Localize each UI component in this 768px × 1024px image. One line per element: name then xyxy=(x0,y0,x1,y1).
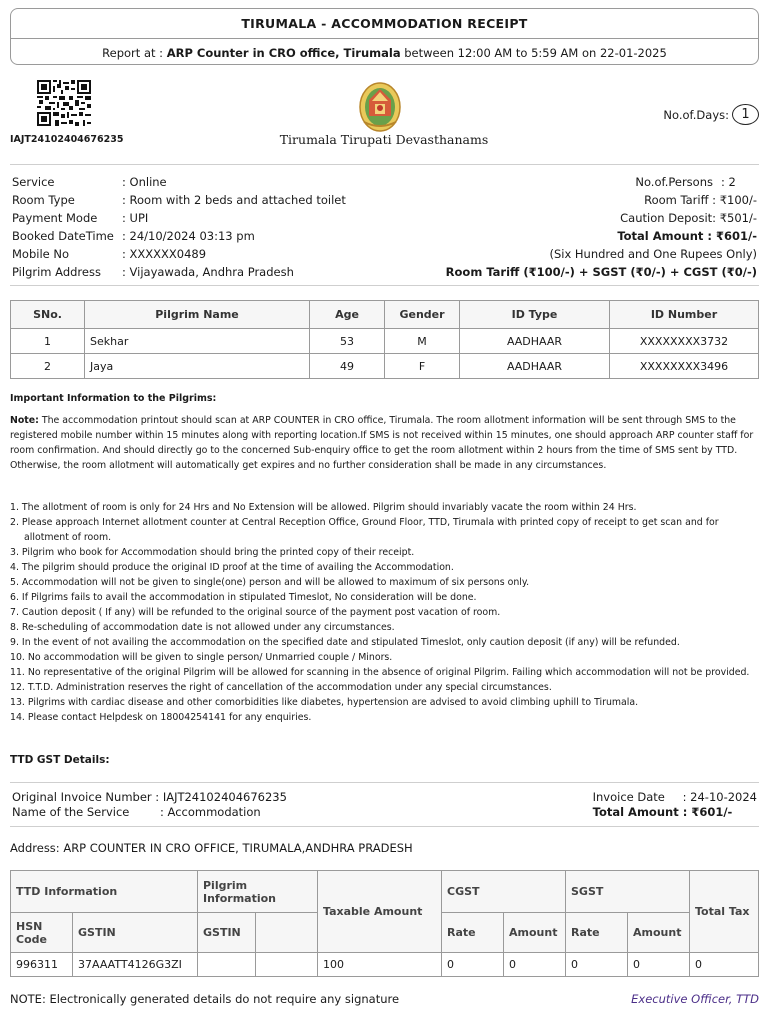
invoice-date-label: Invoice Date xyxy=(592,790,665,804)
column-header: Age xyxy=(310,301,385,329)
table-cell: Jaya xyxy=(85,354,310,379)
list-item: 12. T.T.D. Administration reserves the right of cancellation of the accommodation under any special circumstances. xyxy=(10,682,552,693)
detail-label: Booked DateTime xyxy=(12,229,114,243)
list-item: 8. Re-scheduling of accommodation date is not allowed under any circumstances. xyxy=(10,622,395,633)
days-value: 1 xyxy=(732,104,759,125)
list-item: 10. No accommodation will be given to single person/ Unmarried couple / Minors. xyxy=(10,652,393,663)
divider xyxy=(10,285,759,286)
invoice-total-label: Total Amount xyxy=(592,805,679,819)
invoice-number-row xyxy=(12,790,287,805)
table-cell: 53 xyxy=(310,329,385,354)
divider xyxy=(10,826,759,827)
gst-details-title: TTD GST Details: xyxy=(10,754,110,766)
persons-row xyxy=(446,173,757,191)
gst-address: Address: ARP COUNTER IN CRO OFFICE, TIRUMALA,ANDHRA PRADESH xyxy=(10,841,413,855)
table-row xyxy=(11,354,759,379)
taxable-amount-header: Taxable Amount xyxy=(318,871,442,953)
sgst-rate-header: Rate xyxy=(566,913,628,953)
sgst-header: SGST xyxy=(566,871,690,913)
total-row xyxy=(446,227,757,245)
deposit-label: Caution Deposit xyxy=(620,211,713,225)
detail-value: : Vijayawada, Andhra Pradesh xyxy=(122,265,294,279)
note-label: Note: xyxy=(10,415,39,426)
total-value: : ₹601/- xyxy=(707,229,757,243)
persons-label: No.of.Persons xyxy=(635,175,713,189)
deposit-value: : ₹501/- xyxy=(712,211,757,225)
pilgrim-gstin-header: GSTIN xyxy=(198,913,256,953)
table-row xyxy=(11,953,759,977)
table-cell: M xyxy=(385,329,460,354)
sgst-amount-header: Amount xyxy=(628,913,690,953)
table-cell: 2 xyxy=(11,354,85,379)
detail-row xyxy=(12,263,346,281)
invoice-total-row xyxy=(593,805,757,820)
detail-value: : Room with 2 beds and attached toilet xyxy=(122,193,346,207)
column-header: ID Number xyxy=(610,301,759,329)
pilgrim-extra-header xyxy=(256,913,318,953)
ttd-information-header: TTD Information xyxy=(11,871,198,913)
persons-value: : 2 xyxy=(721,175,736,189)
amount-in-words: (Six Hundred and One Rupees Only) xyxy=(549,247,757,261)
receipt-title: TIRUMALA - ACCOMMODATION RECEIPT xyxy=(241,16,528,31)
table-cell: AADHAAR xyxy=(460,329,610,354)
receipt-header xyxy=(10,8,759,65)
column-header: SNo. xyxy=(11,301,85,329)
report-prefix: Report at : xyxy=(102,46,167,60)
service-name-label: Name of the Service xyxy=(12,805,130,819)
list-item: 4. The pilgrim should produce the original ID proof at the time of availing the Accommodation. xyxy=(10,562,454,573)
taxable-amount-cell: 100 xyxy=(318,953,442,977)
detail-label: Payment Mode xyxy=(12,211,98,225)
days-count xyxy=(663,104,759,125)
tariff-breakdown: Room Tariff (₹100/-) + SGST (₹0/-) + CGST (₹0/-) xyxy=(445,265,757,279)
list-item: 5. Accommodation will not be given to single(one) person and will be allowed to maximum of six persons only. xyxy=(10,577,530,588)
cgst-rate-cell: 0 xyxy=(442,953,504,977)
total-label: Total Amount xyxy=(617,229,704,243)
table-header-row xyxy=(11,301,759,329)
service-name-value: : Accommodation xyxy=(160,805,261,819)
tariff-value: : ₹100/- xyxy=(712,193,757,207)
hsn-code-cell: 996311 xyxy=(11,953,73,977)
divider xyxy=(10,164,759,165)
table-row xyxy=(11,329,759,354)
tariff-row xyxy=(446,191,757,209)
detail-label: Mobile No xyxy=(12,247,70,261)
footer-note: NOTE: Electronically generated details do not require any signature xyxy=(10,992,400,1006)
signature-text: Executive Officer, TTD xyxy=(631,992,759,1006)
hsn-code-header: HSN Code xyxy=(11,913,73,953)
gst-table xyxy=(10,870,759,977)
total-tax-header: Total Tax xyxy=(690,871,759,953)
report-line xyxy=(11,46,758,60)
organization-name: Tirumala Tirupati Devasthanams xyxy=(279,132,489,147)
list-item: 3. Pilgrim who book for Accommodation should bring the printed copy of their receipt. xyxy=(10,547,415,558)
report-suffix: between 12:00 AM to 5:59 AM on 22-01-2025 xyxy=(400,46,667,60)
column-header: Pilgrim Name xyxy=(85,301,310,329)
list-item: 1. The allotment of room is only for 24 Hrs and No Extension will be allowed. Pilgrim should invariably vacate the room within 24 Hrs. xyxy=(10,502,637,513)
header-divider xyxy=(11,38,758,39)
detail-row xyxy=(12,191,346,209)
tariff-label: Room Tariff xyxy=(644,193,709,207)
ttd-emblem-logo xyxy=(358,80,402,132)
column-header: Gender xyxy=(385,301,460,329)
service-name-row xyxy=(12,805,287,820)
table-cell: Sekhar xyxy=(85,329,310,354)
table-cell: XXXXXXXX3496 xyxy=(610,354,759,379)
table-cell: AADHAAR xyxy=(460,354,610,379)
rules-list xyxy=(10,500,759,725)
deposit-row xyxy=(446,209,757,227)
sgst-amount-cell: 0 xyxy=(628,953,690,977)
cgst-amount-cell: 0 xyxy=(504,953,566,977)
invoice-details xyxy=(12,790,287,820)
total-tax-cell: 0 xyxy=(690,953,759,977)
detail-label: Pilgrim Address xyxy=(12,265,101,279)
divider xyxy=(10,782,759,783)
report-location: ARP Counter in CRO office, Tirumala xyxy=(166,46,401,60)
table-cell: 1 xyxy=(11,329,85,354)
note-text: The accommodation printout should scan at ARP COUNTER in CRO office, Tirumala. The room allotment information will be sent through SMS to the registered mobile number within 15 minutes along with reporting location.If SMS is not received within 15 minutes, one should approach ARP counter staff for room confirmation. And should directly go to the concerned Sub-enquiry office to get the room allotment within 2 hours from the time of SMS sent by TTD. Otherwise, the room allotment will automatically get expires and no further consideration shall be made in any circumstances. xyxy=(10,415,754,472)
table-header-row xyxy=(11,871,759,913)
table-cell: 49 xyxy=(310,354,385,379)
invoice-date-value: : 24-10-2024 xyxy=(682,790,757,804)
table-cell: F xyxy=(385,354,460,379)
pilgrim-gstin-cell xyxy=(198,953,256,977)
cgst-rate-header: Rate xyxy=(442,913,504,953)
qr-code-icon xyxy=(37,80,91,126)
list-item: 6. If Pilgrims fails to avail the accommodation in stipulated Timeslot, No consideration will be done. xyxy=(10,592,477,603)
booking-details xyxy=(12,173,346,281)
cgst-amount-header: Amount xyxy=(504,913,566,953)
pilgrim-information-header: Pilgrim Information xyxy=(198,871,318,913)
invoice-summary xyxy=(593,790,757,820)
important-info-title: Important Information to the Pilgrims: xyxy=(10,393,217,404)
detail-row xyxy=(12,227,346,245)
list-item: 9. In the event of not availing the accommodation on the specified date and stipulated Timeslot, only caution deposit (if any) will be refunded. xyxy=(10,637,680,648)
invoice-date-row xyxy=(593,790,757,805)
payment-summary xyxy=(446,173,757,281)
cgst-header: CGST xyxy=(442,871,566,913)
detail-row xyxy=(12,209,346,227)
detail-value: : 24/10/2024 03:13 pm xyxy=(122,229,255,243)
gstin-header: GSTIN xyxy=(73,913,198,953)
list-item: 13. Pilgrims with cardiac disease and other comorbidities like diabetes, hypertension are advised to avoid climbing uphill to Tirumala. xyxy=(10,697,639,708)
pilgrims-table xyxy=(10,300,759,379)
column-header: ID Type xyxy=(460,301,610,329)
sgst-rate-cell: 0 xyxy=(566,953,628,977)
detail-row xyxy=(12,245,346,263)
invoice-number-label: Original Invoice Number : xyxy=(12,790,163,804)
receipt-id: IAJT24102404676235 xyxy=(10,134,124,145)
important-note xyxy=(10,413,759,473)
list-item: 14. Please contact Helpdesk on 18004254141 for any enquiries. xyxy=(10,712,312,723)
list-item: 11. No representative of the original Pilgrim will be allowed for scanning in the absence of original Pilgrim. Failing which accommodation will not be provided. xyxy=(10,667,750,678)
detail-value: : UPI xyxy=(122,211,149,225)
invoice-total-value: : ₹601/- xyxy=(682,805,733,819)
list-item: 2. Please approach Internet allotment counter at Central Reception Office, Ground Floor, TTD, Tirumala with printed copy of receipt to get scan and for allotment of room. xyxy=(10,517,719,543)
days-label: No.of.Days: xyxy=(663,107,729,122)
list-item: 7. Caution deposit ( If any) will be refunded to the original source of the payment post vacation of room. xyxy=(10,607,501,618)
detail-value: : XXXXXX0489 xyxy=(122,247,207,261)
table-cell: XXXXXXXX3732 xyxy=(610,329,759,354)
gstin-cell: 37AAATT4126G3ZI xyxy=(73,953,198,977)
invoice-number-value: IAJT24102404676235 xyxy=(162,790,287,804)
detail-label: Service xyxy=(12,175,55,189)
detail-value: : Online xyxy=(122,175,167,189)
pilgrim-extra-cell xyxy=(256,953,318,977)
detail-label: Room Type xyxy=(12,193,75,207)
detail-row xyxy=(12,173,346,191)
